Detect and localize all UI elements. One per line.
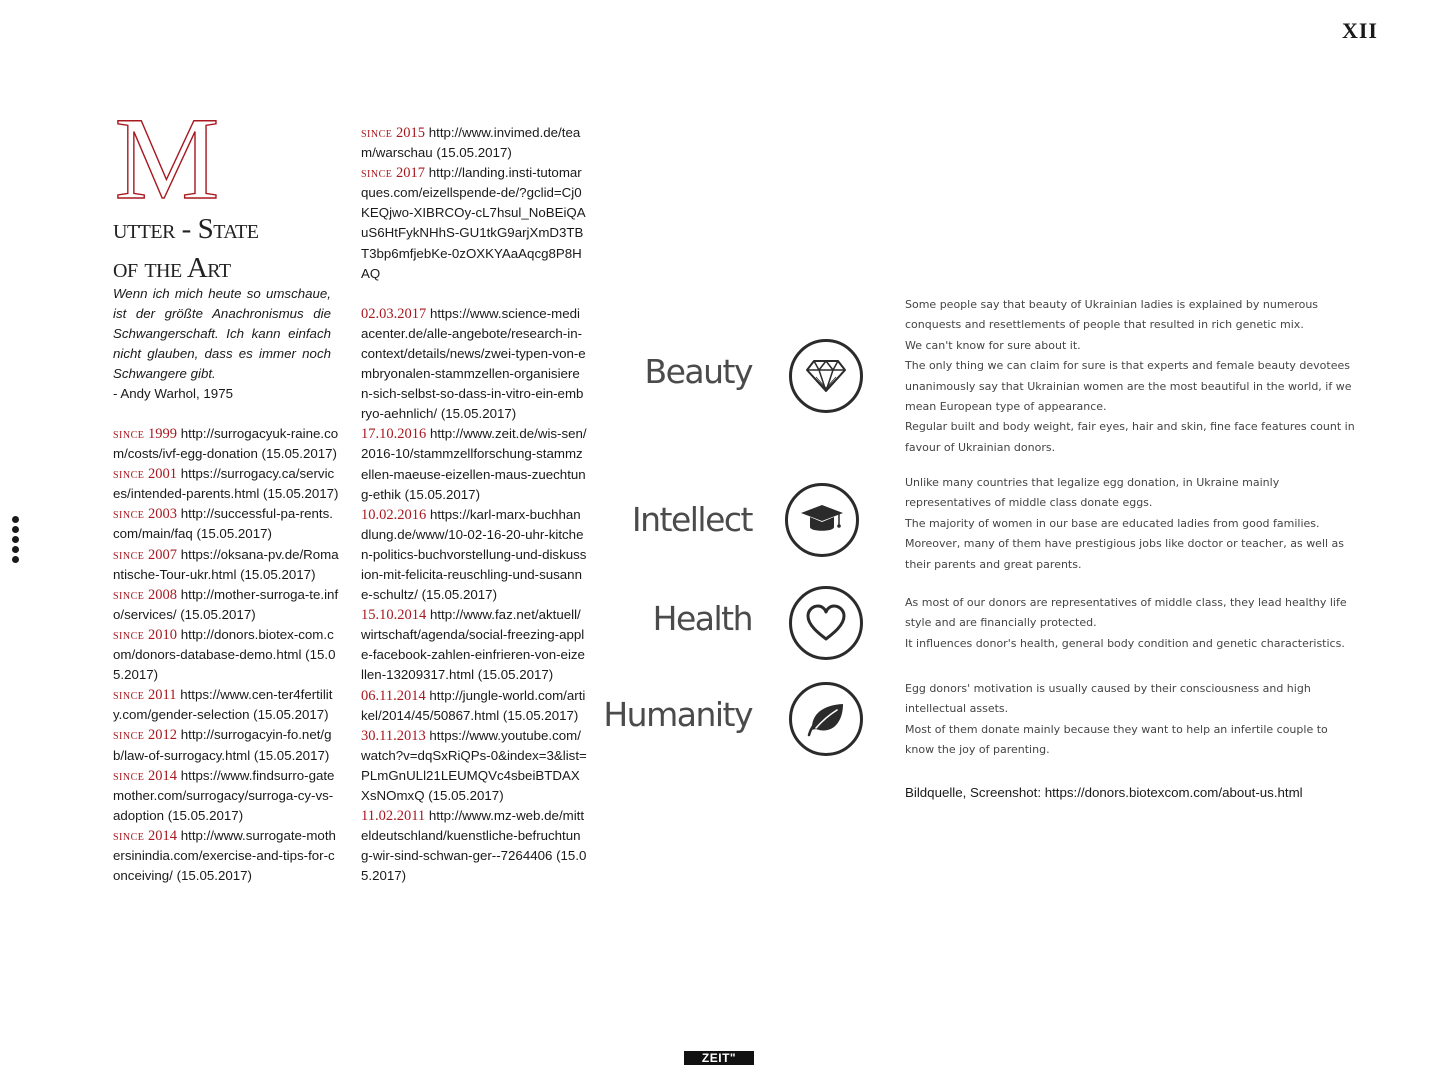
source-since-label: since 2014 [113,827,178,844]
source-entry [113,424,339,464]
feature-line: Moreover, many of them have prestigious jobs like doctor or teacher, as well as their parents and great parents. [905,537,1345,571]
source-entry [361,123,587,163]
zeit-logo: ZEIT" [684,1051,754,1065]
feature-line: As most of our donors are representatives of middle class, they lead healthy life style and are financially protected. [905,596,1347,630]
source-since-label: since 2014 [113,767,178,784]
source-link[interactable]: http://surrogacyuk-raine.com/costs/ivf-egg-donation (15.05.2017) [113,426,339,462]
source-entry [113,585,339,625]
source-entry [361,806,587,886]
source-entry [113,504,339,544]
feature-label-beauty: Beauty [644,352,752,391]
sources-column-1 [113,424,339,886]
feature-text-humanity [905,679,1355,761]
source-entry [113,625,339,685]
source-since-label: since 2008 [113,586,178,603]
source-entry [113,766,339,826]
source-list [361,123,587,284]
source-link[interactable]: https://www.findsurro-gatemother.com/surrogacy/surroga-cy-vs-adoption (15.05.2017) [113,767,335,823]
source-since-label: since 2011 [113,687,177,704]
feature-line: Egg donors' motivation is usually caused by their consciousness and high intellectual assets. [905,682,1311,716]
article-title [113,210,343,288]
source-since-label: since 2010 [113,626,178,643]
source-link[interactable]: http://successful-pa-rents.com/main/faq (15.05.2017) [113,506,333,542]
page-number: XII [1341,18,1378,43]
source-since-label: since 2003 [113,506,178,523]
source-date: 02.03.2017 [361,305,427,322]
feature-line: The majority of women in our base are educated ladies from good families. [905,516,1320,530]
title-line-2: of the Art [113,252,231,284]
drop-initial [112,108,222,208]
source-link[interactable]: https://www.youtube.com/watch?v=dqSxRiQPs-0&index=3&list=PLmGnULl21LEUMQVc4sbeiBTDAXXsNOmxQ (15.05.2017) [361,727,587,803]
feature-line: Unlike many countries that legalize egg donation, in Ukraine mainly representatives of middle class donate eggs. [905,476,1280,510]
epigraph-quote [113,284,331,404]
feature-line: It influences donor's health, general body condition and genetic characteristics. [905,636,1345,650]
source-date: 10.02.2016 [361,506,427,523]
source-since-label: since 2017 [361,165,426,182]
source-link[interactable]: http://www.surrogate-mothersinindia.com/exercise-and-tips-for-conceiving/ (15.05.2017) [113,827,336,884]
title-line-1: utter - State [113,213,259,245]
source-entry [113,725,339,765]
source-link[interactable]: http://jungle-world.com/artikel/2014/45/50867.html (15.05.2017) [361,687,586,723]
source-entry [113,685,339,725]
feature-text-health [905,593,1355,654]
nav-dot[interactable] [12,516,19,523]
feature-line: We can't know for sure about it. [905,338,1081,352]
svg-text:M: M [114,108,220,208]
feature-line: Most of them donate mainly because they want to help an infertile couple to know the joy of parenting. [905,722,1328,757]
source-link[interactable]: http://www.zeit.de/wis-sen/2016-10/stammzellforschung-stammzellen-maeuse-eizellen-maus-zuechtung-ethik (15.05.2017) [361,426,587,502]
page-navigation-dots[interactable] [12,516,20,566]
nav-dot[interactable] [12,546,19,553]
source-link[interactable]: https://oksana-pv.de/Romantische-Tour-ukr.html (15.05.2017) [113,546,339,582]
heart-icon [789,586,863,660]
feature-text-intellect [905,473,1355,575]
feature-line: Regular built and body weight, fair eyes, hair and skin, fine face features count in favour of Ukrainian donors. [905,420,1355,454]
source-link[interactable]: https://karl-marx-buchhandlung.de/www/10-02-16-20-uhr-kitchen-politics-buchvorstellung-und-diskussion-mit-felicita-reuschling-und-susanne-schultz/ (15.05.2017) [361,506,587,603]
source-link[interactable]: http://www.faz.net/aktuell/wirtschaft/agenda/social-freezing-apple-facebook-zahlen-einfrieren-von-eizellen-13209317.html (15.05.2017) [361,607,585,683]
source-link[interactable]: http://mother-surroga-te.info/services/ (15.05.2017) [113,586,339,622]
source-list [113,424,339,886]
feature-line: Some people say that beauty of Ukrainian ladies is explained by numerous conquests and resettlements of people that resulted in rich genetic mix. [905,298,1319,332]
source-link[interactable]: http://www.mz-web.de/mitteldeutschland/kuenstliche-befruchtung-wir-sind-schwan-ger--7264406 (15.05.2017) [361,808,587,884]
nav-dot[interactable] [12,556,19,563]
feature-text-beauty [905,295,1355,458]
feature-label-intellect: Intellect [631,500,752,539]
quote-author: - Andy Warhol, 1975 [113,386,233,401]
source-entry [113,545,339,585]
source-date: 17.10.2016 [361,426,427,443]
graduation-cap-icon [785,483,859,557]
source-since-label: since 2015 [361,125,426,141]
source-since-label: since 2007 [113,546,178,563]
leaf-icon [789,682,863,756]
source-link[interactable]: http://donors.biotex-com.com/donors-database-demo.html (15.05.2017) [113,626,336,683]
diamond-icon [789,339,863,413]
source-entry [361,163,587,284]
source-date: 15.10.2014 [361,607,427,624]
source-date: 30.11.2013 [361,727,426,744]
source-date: 06.11.2014 [361,687,426,704]
source-list-dated [361,304,587,887]
image-credit: Bildquelle, Screenshot: https://donors.biotexcom.com/about-us.html [905,785,1303,800]
nav-dot[interactable] [12,526,19,533]
source-link[interactable]: https://www.science-mediacenter.de/alle-angebote/research-in-context/details/news/zwei-typen-von-embryonalen-stammzellen-organisieren-sich-selbst-so-dass-in-vitro-ein-embryo-aehnlich/ (15.05.2017) [361,305,586,422]
feature-line: The only thing we can claim for sure is that experts and female beauty devotees unanimously say that Ukrainian women are the most beautiful in the world, if we mean European type of appearance. [905,359,1352,414]
feature-label-health: Health [652,599,752,638]
source-link[interactable]: http://landing.insti-tutomarques.com/eizellspende-de/?gclid=Cj0KEQjwo-XIBRCOy-cL7hsul_NoBEiQAuS6HtFykNHhS-GU1tkG9arjXmD3TBT3bp6mfjebKe-0zOXKYAaAqcg8P8HAQ [361,165,586,281]
source-link[interactable]: http://surrogacyin-fo.net/gb/law-of-surrogacy.html (15.05.2017) [113,727,332,763]
source-since-label: since 2001 [113,466,178,483]
source-entry [113,464,339,504]
source-link[interactable]: https://www.cen-ter4fertility.com/gender-selection (15.05.2017) [113,687,333,723]
source-date: 11.02.2011 [361,808,426,825]
source-entry [361,726,587,806]
source-entry [113,826,339,886]
source-entry [361,424,587,504]
drop-initial-letter [112,108,222,208]
source-link[interactable]: http://www.invimed.de/team/warschau (15.05.2017) [361,125,581,161]
nav-dot[interactable] [12,536,19,543]
source-since-label: since 1999 [113,426,178,442]
source-link[interactable]: https://surrogacy.ca/services/intended-parents.html (15.05.2017) [113,466,339,502]
source-since-label: since 2012 [113,727,178,744]
feature-label-humanity: Humanity [603,695,752,734]
quote-text: Wenn ich mich heute so umschaue, ist der größte Anachronismus die Schwangerschaft. Ich kann einfach nicht glauben, dass es immer noch Schwangere gibt. [113,286,331,381]
